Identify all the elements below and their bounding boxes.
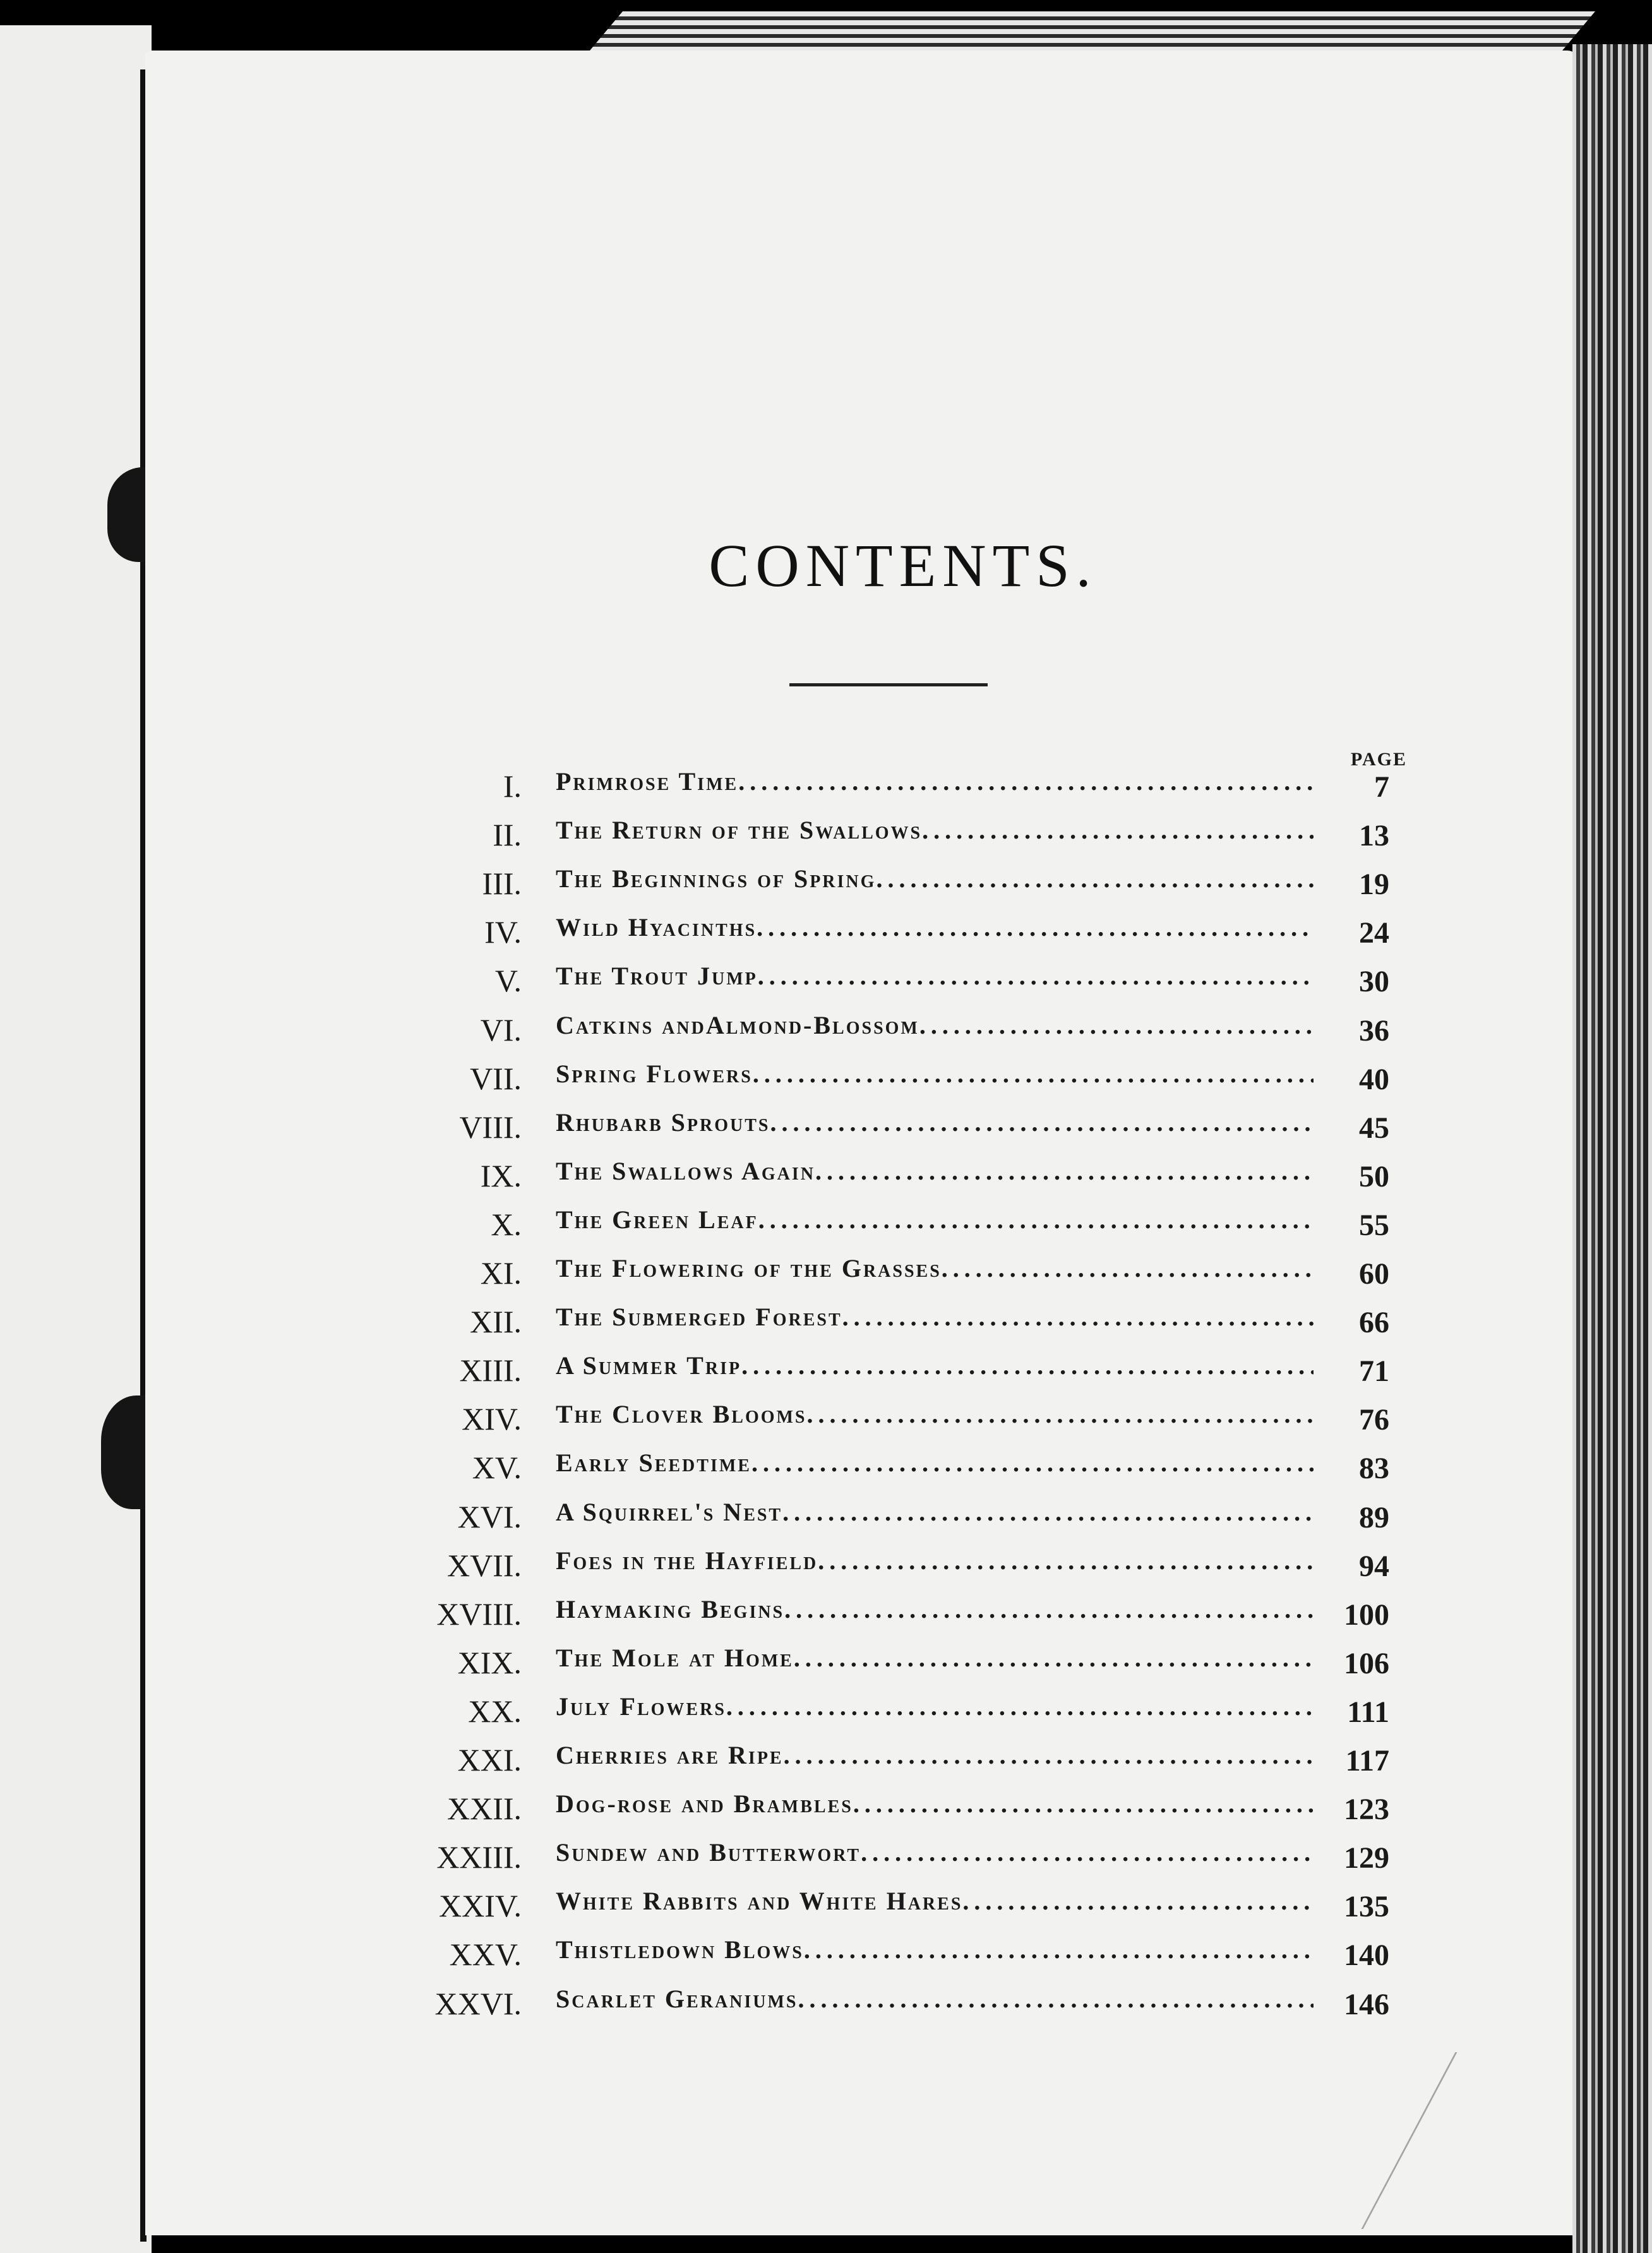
chapter-title-line — [556, 912, 1314, 950]
chapter-title: Primrose Time — [556, 767, 739, 796]
chapter-title-line — [556, 1205, 1314, 1243]
chapter-number: XXII. — [446, 1791, 522, 1826]
chapter-title-line — [556, 1253, 1314, 1291]
dot-leader — [962, 1886, 1314, 1916]
dot-leader — [741, 1351, 1314, 1380]
chapter-page-number: 100 — [1344, 1598, 1389, 1632]
chapter-title: Cherries are Ripe — [556, 1741, 784, 1769]
toc-entry — [0, 1933, 1652, 1978]
chapter-title: Thistledown Blows — [556, 1935, 804, 1964]
toc-entry — [0, 1204, 1652, 1248]
chapter-page-number: 140 — [1344, 1939, 1389, 1972]
chapter-title: Spring Flowers — [556, 1060, 753, 1088]
toc-entry — [0, 1301, 1652, 1345]
toc-entry — [0, 1788, 1652, 1832]
chapter-title: Dog-rose and Brambles — [556, 1790, 853, 1818]
chapter-title: Sundew and Butterwort — [556, 1838, 861, 1867]
toc-entry — [0, 1885, 1652, 1929]
toc-entry — [0, 765, 1652, 810]
chapter-title: Rhubarb Sprouts — [556, 1108, 770, 1137]
chapter-title: A Squirrel's Nest — [556, 1498, 783, 1526]
chapter-page-number: 50 — [1359, 1160, 1389, 1193]
chapter-page-number: 13 — [1359, 819, 1389, 852]
chapter-number: XIII. — [459, 1353, 522, 1388]
chapter-title: Scarlet Geraniums — [556, 1985, 798, 2013]
chapter-number: VI. — [480, 1012, 522, 1048]
chapter-title-line — [556, 1108, 1314, 1145]
dot-leader — [758, 961, 1314, 991]
chapter-number: XIX. — [457, 1645, 522, 1680]
chapter-page-number: 60 — [1359, 1257, 1389, 1291]
chapter-title: The Clover Blooms — [556, 1400, 807, 1428]
chapter-title: Early Seedtime — [556, 1449, 751, 1477]
chapter-title: Foes in the Hayfield — [556, 1546, 818, 1575]
dot-leader — [757, 912, 1314, 942]
chapter-title-line — [556, 1692, 1314, 1730]
chapter-title: The Mole at Home — [556, 1644, 794, 1672]
chapter-number: XVIII. — [436, 1596, 522, 1632]
toc-entry — [0, 1106, 1652, 1150]
chapter-page-number: 45 — [1359, 1111, 1389, 1145]
chapter-title: The Swallows Again — [556, 1157, 815, 1185]
toc-entry — [0, 1155, 1652, 1199]
chapter-page-number: 71 — [1359, 1354, 1389, 1388]
chapter-title: The Return of the Swallows — [556, 816, 923, 844]
chapter-number: XI. — [480, 1255, 522, 1291]
dot-leader — [942, 1253, 1314, 1283]
chapter-page-number: 83 — [1359, 1452, 1389, 1485]
chapter-number: XXIV. — [438, 1888, 522, 1923]
chapter-title-line — [556, 767, 1314, 804]
chapter-page-number: 146 — [1344, 1988, 1389, 2021]
toc-entry — [0, 1349, 1652, 1394]
chapter-page-number: 76 — [1359, 1403, 1389, 1437]
chapter-number: XII. — [470, 1304, 522, 1339]
dot-leader — [726, 1692, 1314, 1721]
chapter-title-line — [556, 815, 1314, 853]
chapter-page-number: 129 — [1344, 1841, 1389, 1875]
chapter-page-number: 7 — [1374, 770, 1389, 804]
chapter-page-number: 36 — [1359, 1014, 1389, 1048]
dot-leader — [804, 1935, 1314, 1964]
chapter-title-line — [556, 1546, 1314, 1584]
dot-leader — [807, 1399, 1314, 1429]
toc-entry — [0, 814, 1652, 858]
chapter-number: XXIII. — [436, 1839, 522, 1875]
chapter-title: The Green Leaf — [556, 1205, 758, 1234]
dot-leader — [818, 1546, 1314, 1575]
dot-leader — [876, 864, 1314, 893]
toc-entry — [0, 1447, 1652, 1491]
chapter-number: XIV. — [462, 1401, 522, 1437]
chapter-number: I. — [503, 768, 522, 804]
chapter-number: II. — [493, 817, 522, 852]
chapter-number: XVI. — [457, 1499, 522, 1534]
chapter-title-line — [556, 1059, 1314, 1097]
dot-leader — [784, 1594, 1314, 1624]
toc-entry — [0, 1398, 1652, 1442]
chapter-number: X. — [491, 1207, 522, 1242]
chapter-page-number: 111 — [1347, 1695, 1389, 1729]
toc-entry — [0, 1836, 1652, 1880]
toc-entry — [0, 1642, 1652, 1686]
dot-leader — [815, 1156, 1314, 1186]
chapter-title-line — [556, 1351, 1314, 1389]
dot-leader — [794, 1643, 1314, 1673]
chapter-page-number: 123 — [1344, 1793, 1389, 1826]
chapter-title: A Summer Trip — [556, 1351, 742, 1380]
dot-leader — [922, 815, 1314, 845]
chapter-title-line — [556, 1886, 1314, 1924]
dot-leader — [842, 1302, 1314, 1332]
page-column-label: PAGE — [1350, 749, 1407, 770]
toc-entry — [0, 1545, 1652, 1589]
chapter-page-number: 19 — [1359, 868, 1389, 901]
chapter-page-number: 66 — [1359, 1306, 1389, 1339]
chapter-page-number: 135 — [1344, 1890, 1389, 1923]
chapter-title-line — [556, 961, 1314, 999]
chapter-title-line — [556, 1156, 1314, 1194]
chapter-title-line — [556, 1984, 1314, 2022]
chapter-title-line — [556, 1594, 1314, 1632]
toc-entry — [0, 863, 1652, 907]
chapter-title-line — [556, 1740, 1314, 1778]
dot-leader — [861, 1838, 1314, 1867]
toc-entry — [0, 1058, 1652, 1102]
chapter-number: XXV. — [449, 1937, 522, 1972]
dot-leader — [782, 1497, 1314, 1527]
chapter-title: Haymaking Begins — [556, 1595, 785, 1623]
toc-entry — [0, 1009, 1652, 1053]
chapter-title: The Beginnings of Spring — [556, 864, 877, 893]
dot-leader — [798, 1984, 1314, 2014]
chapter-title-line — [556, 1399, 1314, 1437]
chapter-title-line — [556, 1789, 1314, 1827]
dot-leader — [784, 1740, 1314, 1770]
chapter-title: Catkins andAlmond-Blossom — [556, 1011, 919, 1039]
chapter-number: IX. — [480, 1158, 522, 1193]
chapter-title: July Flowers — [556, 1692, 726, 1721]
chapter-page-number: 40 — [1359, 1063, 1389, 1096]
chapter-page-number: 89 — [1359, 1501, 1389, 1534]
chapter-page-number: 106 — [1344, 1647, 1389, 1680]
chapter-number: V. — [494, 963, 522, 998]
chapter-title-line — [556, 1643, 1314, 1681]
chapter-number: XXVI. — [434, 1986, 522, 2021]
toc-entry — [0, 960, 1652, 1004]
toc-entry — [0, 1496, 1652, 1540]
chapter-title: The Flowering of the Grasses — [556, 1254, 942, 1282]
chapter-number: IV. — [484, 914, 522, 950]
chapter-page-number: 117 — [1345, 1744, 1389, 1778]
dot-leader — [738, 767, 1314, 796]
dot-leader — [853, 1789, 1314, 1819]
chapter-page-number: 55 — [1359, 1209, 1389, 1242]
toc-entry — [0, 1690, 1652, 1735]
chapter-number: XVII. — [446, 1548, 522, 1583]
chapter-title: Wild Hyacinths — [556, 913, 757, 941]
chapter-title: White Rabbits and White Hares — [556, 1887, 963, 1915]
chapter-title: The Trout Jump — [556, 962, 758, 990]
contents-heading: CONTENTS. — [709, 532, 1098, 599]
chapter-title-line — [556, 1935, 1314, 1973]
toc-entry — [0, 1739, 1652, 1783]
chapter-title-line — [556, 1497, 1314, 1535]
dot-leader — [758, 1205, 1314, 1234]
chapter-number: XV. — [472, 1450, 522, 1485]
toc-entry — [0, 911, 1652, 955]
chapter-title: The Submerged Forest — [556, 1303, 842, 1331]
chapter-title-line — [556, 1838, 1314, 1875]
chapter-title-line — [556, 1448, 1314, 1486]
toc-entry — [0, 1252, 1652, 1296]
chapter-title-line — [556, 864, 1314, 902]
chapter-number: III. — [482, 866, 522, 901]
dot-leader — [753, 1059, 1314, 1089]
chapter-title-line — [556, 1010, 1314, 1048]
dot-leader — [751, 1448, 1314, 1478]
chapter-number: XXI. — [457, 1742, 522, 1778]
chapter-page-number: 30 — [1359, 965, 1389, 998]
chapter-number: VII. — [470, 1061, 522, 1096]
chapter-title-line — [556, 1302, 1314, 1340]
chapter-number: XX. — [468, 1694, 522, 1729]
chapter-number: VIII. — [459, 1109, 522, 1145]
dot-leader — [919, 1010, 1314, 1040]
toc-entry — [0, 1593, 1652, 1637]
dot-leader — [770, 1108, 1314, 1137]
chapter-page-number: 94 — [1359, 1550, 1389, 1583]
chapter-page-number: 24 — [1359, 916, 1389, 950]
toc-entry — [0, 1983, 1652, 2027]
